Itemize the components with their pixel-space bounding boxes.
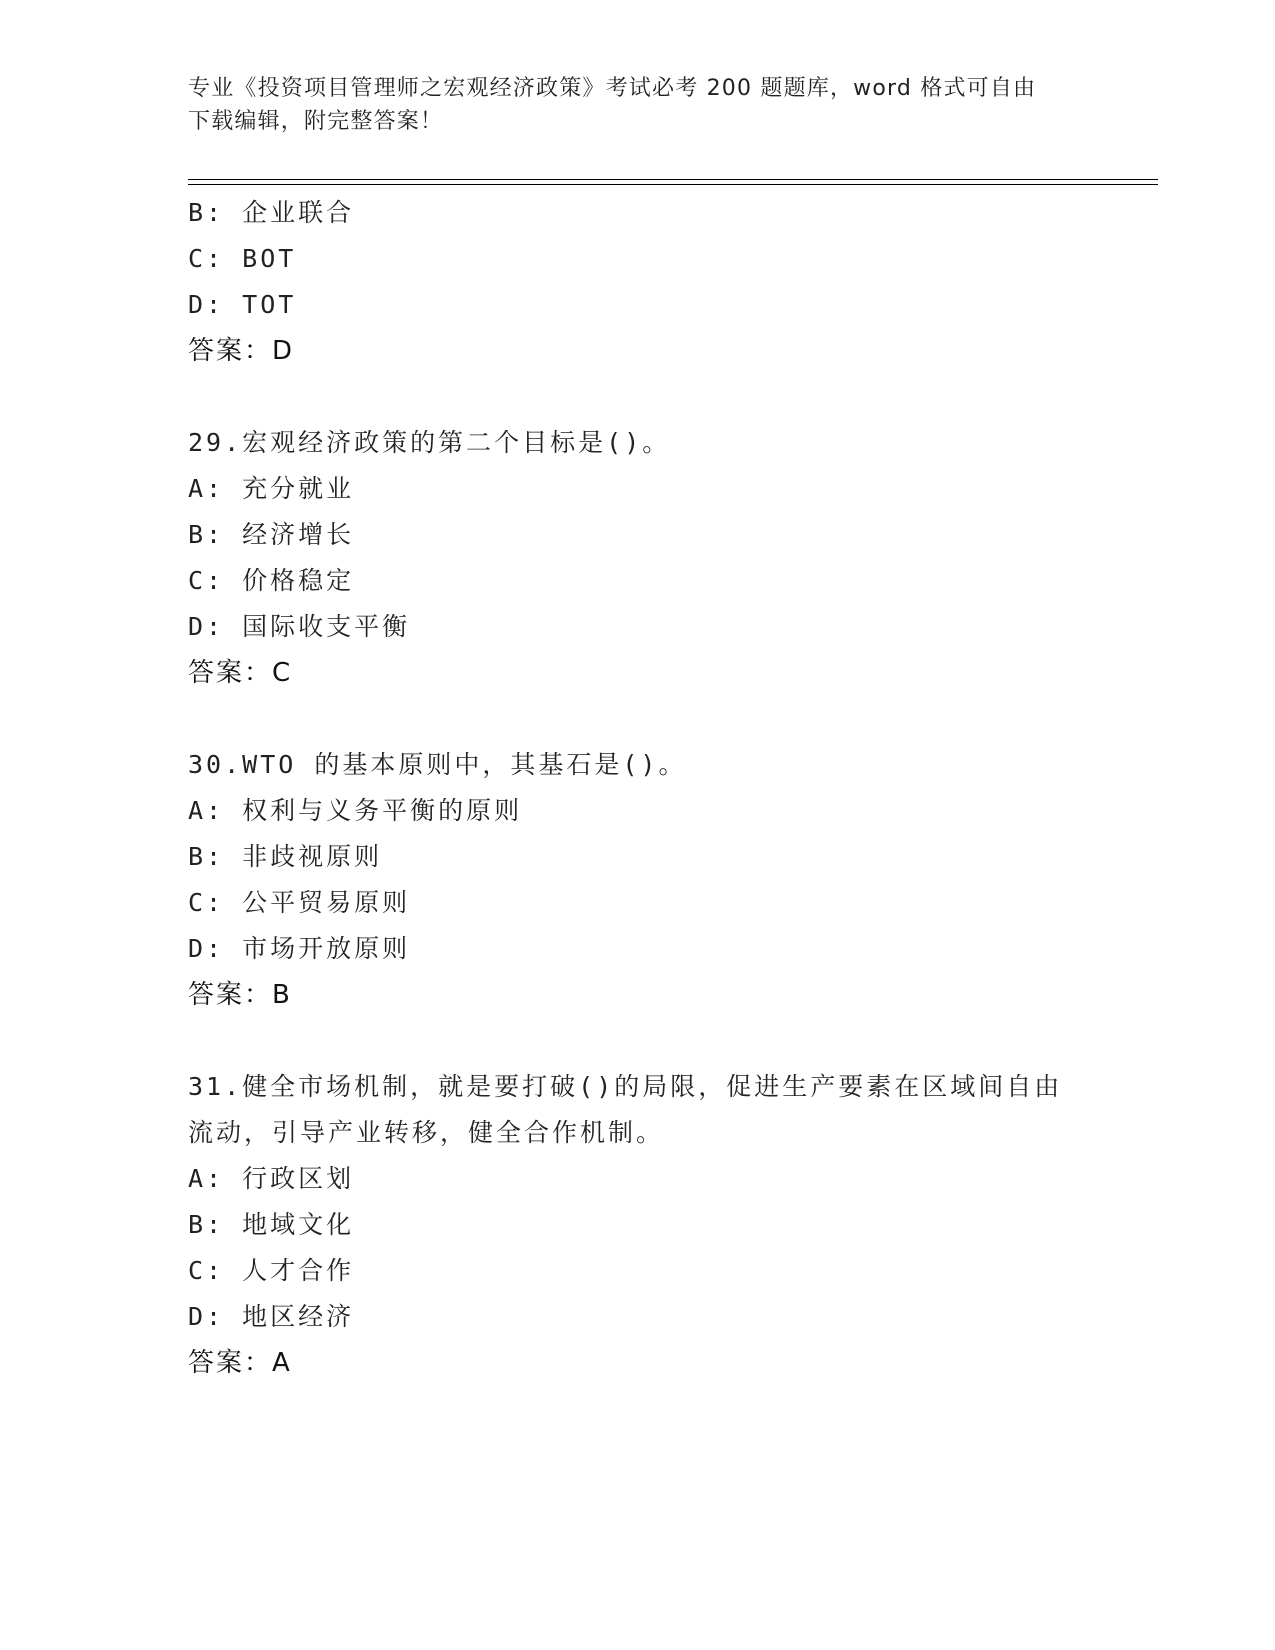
option-d: D: TOT: [188, 290, 297, 319]
option-c: C: 公平贸易原则: [188, 888, 411, 917]
option-b: B: 地域文化: [188, 1210, 355, 1239]
option-a: A: 充分就业: [188, 474, 355, 503]
answer-line: 答案：A: [188, 1348, 292, 1378]
question-30: [188, 742, 1088, 1018]
option-c: C: 价格稳定: [188, 566, 355, 595]
option-b: B: 企业联合: [188, 198, 355, 227]
option-d: D: 地区经济: [188, 1302, 355, 1331]
question-31: [188, 1064, 1088, 1386]
question-29: [188, 420, 1088, 696]
option-c: C: BOT: [188, 244, 297, 273]
option-a: A: 权利与义务平衡的原则: [188, 796, 523, 825]
question-stem: 30.WTO 的基本原则中，其基石是()。: [188, 750, 687, 779]
header-line-1: 专业《投资项目管理师之宏观经济政策》考试必考 200 题题库，word 格式可自由: [188, 76, 1037, 101]
option-d: D: 国际收支平衡: [188, 612, 411, 641]
question-list: [188, 190, 1088, 1386]
answer-line: 答案：C: [188, 658, 293, 688]
option-d: D: 市场开放原则: [188, 934, 411, 963]
header-rule-top: [188, 179, 1158, 180]
header-line-2: 下载编辑，附完整答案！: [188, 109, 444, 134]
spacer: [188, 1018, 1088, 1064]
option-b: B: 经济增长: [188, 520, 355, 549]
header-rule-bottom: [188, 184, 1158, 185]
question-stem: 29.宏观经济政策的第二个目标是()。: [188, 428, 671, 457]
question-28-continued: [188, 190, 1088, 374]
option-a: A: 行政区划: [188, 1164, 355, 1193]
document-header: [188, 72, 1078, 138]
answer-line: 答案：D: [188, 336, 295, 366]
answer-line: 答案：B: [188, 980, 292, 1010]
spacer: [188, 696, 1088, 742]
option-b: B: 非歧视原则: [188, 842, 383, 871]
question-stem-line-1: 31.健全市场机制，就是要打破()的局限，促进生产要素在区域间自由: [188, 1072, 1063, 1101]
question-stem-line-2: 流动，引导产业转移，健全合作机制。: [188, 1118, 665, 1147]
option-c: C: 人才合作: [188, 1256, 355, 1285]
spacer: [188, 374, 1088, 420]
